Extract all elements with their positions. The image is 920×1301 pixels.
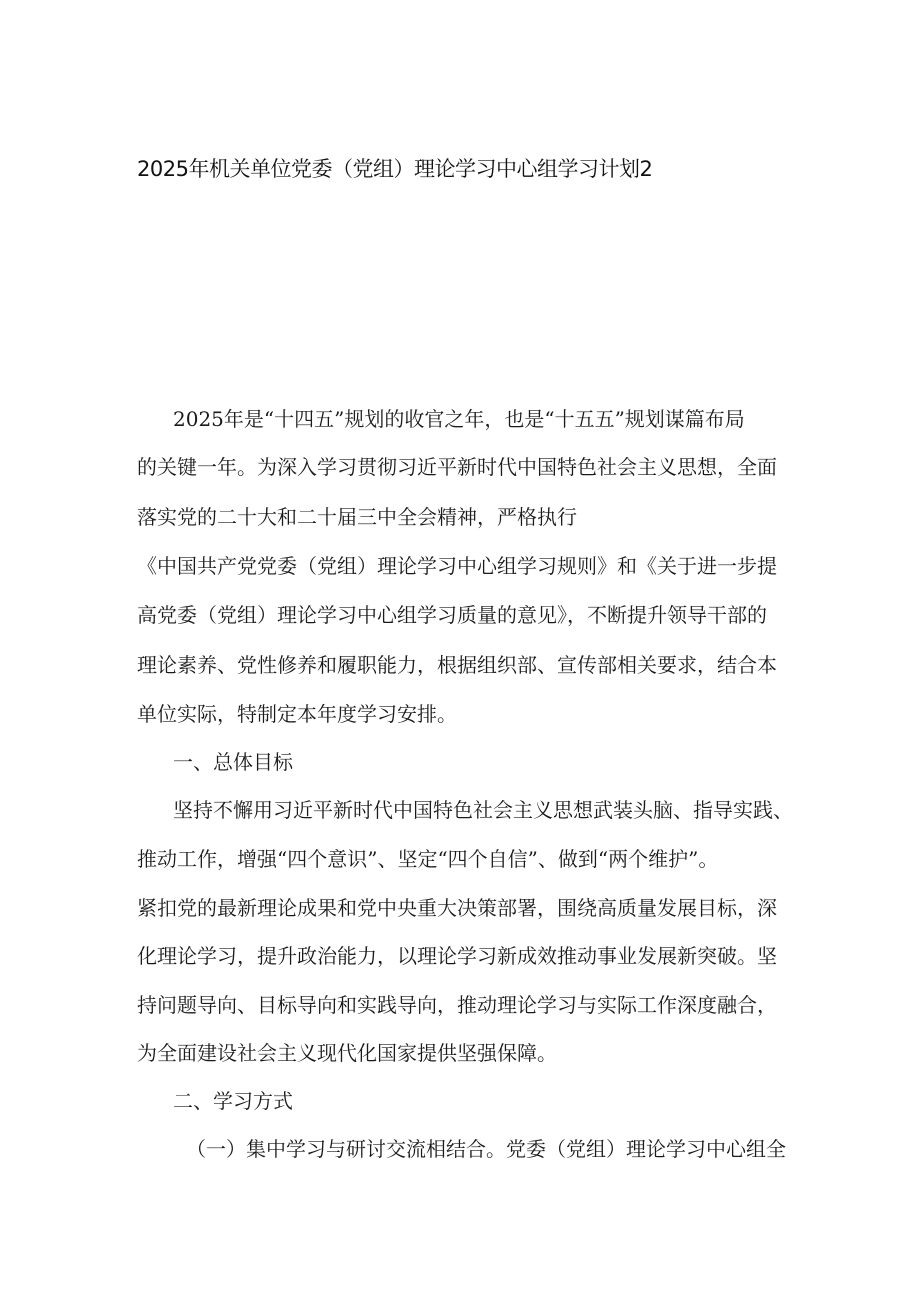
paragraph-line: （一）集中学习与研讨交流相结合。党委（党组）理论学习中心组全 xyxy=(186,1137,786,1161)
paragraph-line: 的关键一年。为深入学习贯彻习近平新时代中国特色社会主义思想，全面 xyxy=(137,455,777,479)
paragraph-line: 化理论学习，提升政治能力，以理论学习新成效推动事业发展新突破。坚 xyxy=(137,944,777,968)
paragraph-line: 持问题导向、目标导向和实践导向，推动理论学习与实际工作深度融合， xyxy=(137,993,777,1017)
document-title: 2025年机关单位党委（党组）理论学习中心组学习计划2 xyxy=(137,157,653,181)
paragraph-line: 为全面建设社会主义现代化国家提供坚强保障。 xyxy=(137,1041,557,1065)
paragraph-line: 单位实际，特制定本年度学习安排。 xyxy=(137,702,457,726)
paragraph-line: 理论素养、党性修养和履职能力，根据组织部、宣传部相关要求，结合本 xyxy=(137,653,777,677)
section-heading-methods: 二、学习方式 xyxy=(173,1089,293,1113)
paragraph-line: 2025年是“十四五”规划的收官之年，也是“十五五”规划谋篇布局 xyxy=(173,407,745,431)
paragraph-line: 推动工作，增强“四个意识”、坚定“四个自信”、做到“两个维护”。 xyxy=(137,847,719,871)
paragraph-line: 落实党的二十大和二十届三中全会精神，严格执行 xyxy=(137,505,577,529)
section-heading-goals: 一、总体目标 xyxy=(173,750,293,774)
paragraph-line: 坚持不懈用习近平新时代中国特色社会主义思想武装头脑、指导实践、 xyxy=(173,798,793,822)
paragraph-line: 高党委（党组）理论学习中心组学习质量的意见》，不断提升领导干部的 xyxy=(137,603,767,627)
paragraph-line: 紧扣党的最新理论成果和党中央重大决策部署，围绕高质量发展目标，深 xyxy=(137,896,777,920)
paragraph-line: 《中国共产党党委（党组）理论学习中心组学习规则》和《关于进一步提 xyxy=(137,554,777,578)
